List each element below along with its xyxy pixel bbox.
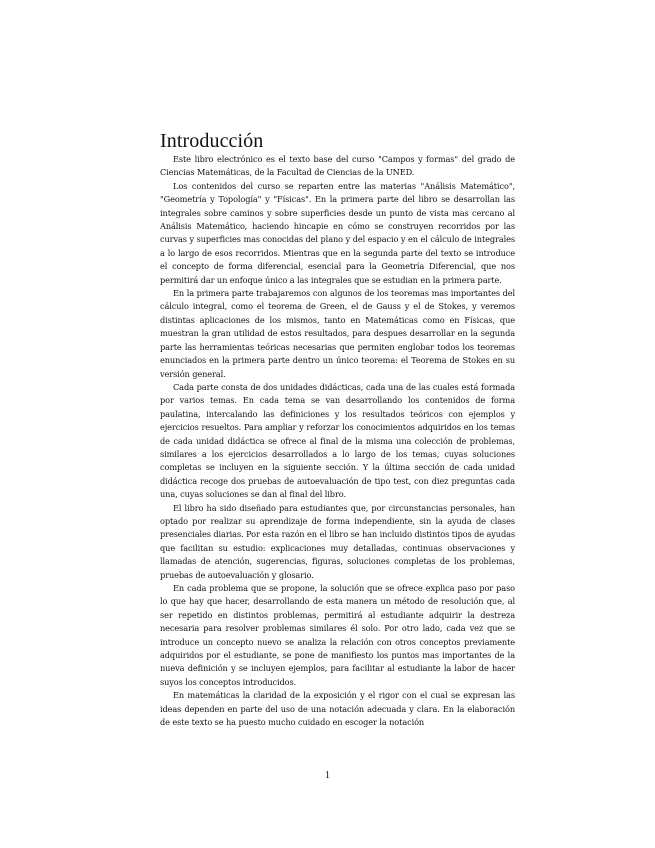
paragraph: En cada problema que se propone, la solución que se ofrece explica paso por paso lo que hay que hacer, desarrollando de esta manera un método de resolución que, al ser repetido en distintos problemas, permitirá al estudiante adquirir la destreza necesaria para resolver problemas similares él solo. Por otro lado, cada vez que se introduce un concepto nuevo se analiza la relación con otros conceptos previamente adquiridos por el estudiante, se pone de manifiesto los puntos mas importantes de la nueva definición y se incluyen ejemplos, para facilitar al estudiante la labor de hacer suyos los conceptos introducidos. (160, 583, 515, 687)
paragraph: En la primera parte trabajaremos con algunos de los teoremas mas importantes del cálculo integral, como el teorema de Green, el de Gauss y el de Stokes, y veremos distintas aplicaciones de los mismos, tanto en Matemáticas como en Físicas, que muestran la gran utilidad de estos resultados, para despues desarrollar en la segunda parte las herramientas teóricas necesarias que permiten englobar todos los teoremas enunciados en la primera parte dentro un único teorema: el Teorema de Stokes en su versión general. (160, 288, 515, 379)
page-number: 1 (325, 770, 330, 781)
paragraph: Los contenidos del curso se reparten entre las materias "Análisis Matemático", "Geometría y Topología" y "Físicas". En la primera parte del libro se desarrollan las integrales sobre caminos y sobre superficies desde un punto de vista mas cercano al Análisis Matemático, haciendo hincapie en cómo se construyen recorridos por las curvas y superficies mas conocidas del plano y del espacio y en el cálculo de integrales a lo largo de esos recorridos. Mientras que en la segunda parte del texto se introduce el concepto de forma diferencial, esencial para la Geometría Diferencial, que nos permitirá dar un enfoque único a las integrales que se estudian en la primera parte. (160, 180, 515, 285)
text-block (160, 130, 515, 729)
paragraph: Este libro electrónico es el texto base del curso "Campos y formas" del grado de Ciencias Matemáticas, de la Facultad de Ciencias de la UNED. (160, 154, 515, 178)
paragraph: El libro ha sido diseñado para estudiantes que, por circunstancias personales, han optado por realizar su aprendizaje de forma independiente, sin la ayuda de clases presenciales diarias. Por esta razón en el libro se han incluido distintos tipos de ayudas que facilitan su estudio: explicaciones muy detalladas, continuas observaciones y llamadas de atención, sugerencias, figuras, soluciones completas de los problemas, pruebas de autoevaluación y glosario. (160, 502, 515, 580)
paragraph: En matemáticas la claridad de la exposición y el rigor con el cual se expresan las ideas dependen en parte del uso de una notación adecuada y clara. En la elaboración de este texto se ha puesto mucho cuidado en escoger la notación (160, 690, 515, 728)
section-heading: Introducción (160, 130, 264, 152)
paragraph: Cada parte consta de dos unidades didácticas, cada una de las cuales está formada por varios temas. En cada tema se van desarrollando los contenidos de forma paulatina, intercalando las definiciones y los resultados teóricos con ejemplos y ejercicios resueltos. Para ampliar y reforzar los conocimientos adquiridos en los temas de cada unidad didáctica se ofrece al final de la misma una colección de problemas, similares a los ejercicios desarrollados a lo largo de los temas, cuyas soluciones completas se incluyen en la siguiente sección. Y la última sección de cada unidad didáctica recoge dos pruebas de autoevaluación de tipo test, con diez preguntas cada una, cuyas soluciones se dan al final del libro. (160, 381, 515, 500)
